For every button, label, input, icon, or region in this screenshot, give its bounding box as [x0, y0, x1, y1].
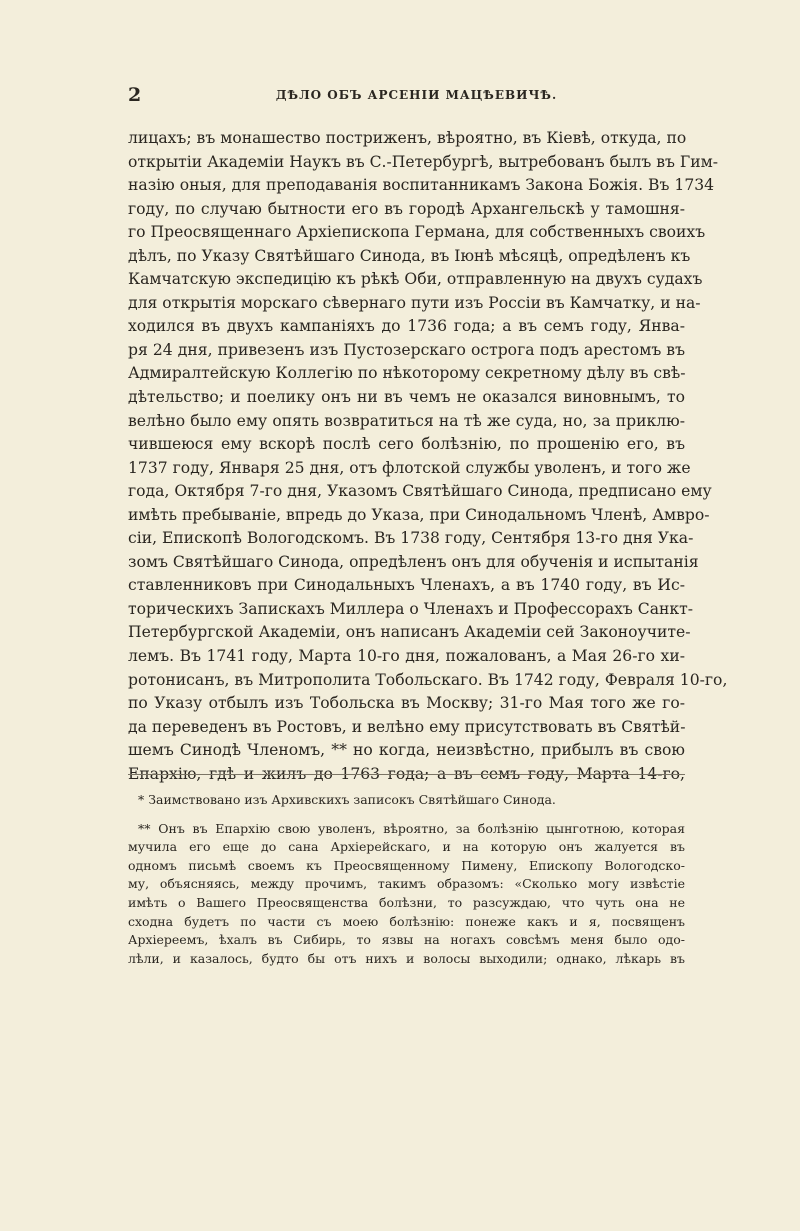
text-line: открытіи Академіи Наукъ въ С.-Петербургѣ, вытребованъ былъ въ Гим- — [128, 152, 718, 171]
text-line: 1737 году, Января 25 дня, отъ флотской службы уволенъ, и того же — [128, 458, 691, 477]
footnote-line: ** Онъ въ Епархію свою уволенъ, вѣроятно, за болѣзнію цынготною, которая — [138, 820, 685, 836]
text-line: зомъ Святѣйшаго Синода, опредѣленъ онъ для обученія и испытанія — [128, 552, 699, 571]
text-line: дѣлъ, по Указу Святѣйшаго Синода, въ Іюнѣ мѣсяцѣ, опредѣленъ къ — [128, 246, 691, 265]
text-line: го Преосвященнаго Архіепископа Германа, для собственныхъ своихъ — [128, 223, 706, 242]
text-line: торическихъ Запискахъ Миллера о Членахъ и Профессорахъ Санкт- — [128, 599, 694, 618]
text-line: году, по случаю бытности его въ городѣ Архангельскѣ у тамошня- — [128, 199, 685, 218]
text-line: велѣно было ему опять возвратиться на тѣ же суда, но, за приклю- — [128, 411, 685, 430]
footnote-line: Архіереемъ, ѣхалъ въ Сибирь, то язвы на ногахъ совсѣмъ меня было одо- — [128, 932, 685, 948]
text-line: лицахъ; въ монашество постриженъ, вѣроятно, въ Кіевѣ, откуда, по — [128, 129, 687, 147]
text-line: ходился въ двухъ кампаніяхъ до 1736 года; а въ семъ году, Янва- — [128, 317, 685, 336]
text-line: назію оныя, для преподаванія воспитанникамъ Закона Божія. Въ 1734 — [128, 176, 715, 195]
footnote-1 — [128, 791, 685, 810]
text-line: ставленниковъ при Синодальныхъ Членахъ, а въ 1740 году, въ Ис- — [128, 576, 685, 595]
page-number: 2 — [128, 84, 142, 106]
footnote-divider — [128, 774, 685, 775]
text-line: года, Октября 7-го дня, Указомъ Святѣйшаго Синода, предписано ему — [128, 482, 712, 501]
running-title: ДѢЛО ОБЪ АРСЕНІИ МАЦѢЕВИЧѢ. — [275, 88, 558, 102]
footnote-2 — [128, 820, 685, 969]
text-line: ря 24 дня, привезенъ изъ Пустозерскаго острога подъ арестомъ въ — [128, 340, 685, 359]
text-line: чившеюся ему вскорѣ послѣ сего болѣзнію, по прошенію его, въ — [128, 435, 685, 454]
footnotes — [128, 791, 685, 968]
text-line: шемъ Синодѣ Членомъ, ** но когда, неизвѣстно, прибылъ въ свою — [128, 741, 685, 760]
text-line: по Указу отбылъ изъ Тобольска въ Москву; 31-го Мая того же го- — [128, 694, 685, 713]
text-line: Камчатскую экспедицію къ рѣкѣ Оби, отправленную на двухъ судахъ — [128, 270, 703, 289]
main-text — [128, 127, 728, 786]
text-line: имѣть пребываніе, впредь до Указа, при Синодальномъ Членѣ, Амвро- — [128, 505, 710, 524]
text-line: сіи, Епископѣ Вологодскомъ. Въ 1738 году, Сентября 13-го дня Ука- — [128, 529, 694, 548]
text-line: да переведенъ въ Ростовъ, и велѣно ему присутствовать въ Святѣй- — [128, 717, 686, 736]
footnote-line: имѣть о Вашего Преосвященства болѣзни, то разсуждаю, что чуть она не — [128, 894, 685, 910]
footnote-line: * Заимствовано изъ Архивскихъ записокъ Святѣйшаго Синода. — [138, 792, 556, 807]
text-line: Петербургской Академіи, онъ написанъ Академіи сей Законоучите- — [128, 623, 691, 642]
footnote-line: мучила его еще до сана Архіерейскаго, и на которую онъ жалуется въ — [128, 839, 685, 855]
footnote-line: одномъ письмѣ своемъ къ Преосвященному Пимену, Епископу Вологодско- — [128, 857, 685, 873]
footnote-line: сходна будетъ по части съ моею болѣзнію: понеже какъ и я, посвященъ — [128, 913, 685, 929]
footnote-line: му, объясняясь, между прочимъ, такимъ образомъ: «Сколько могу извѣстіе — [128, 876, 685, 892]
text-line: дѣтельство; и поелику онъ ни въ чемъ не оказался виновнымъ, то — [128, 388, 685, 407]
footnote-line: лѣли, и казалось, будто бы отъ нихъ и волосы выходили; однако, лѣкарь въ — [128, 950, 685, 966]
text-line: Адмиралтейскую Коллегію по нѣкоторому секретному дѣлу въ свѣ- — [128, 364, 686, 383]
text-line: ротонисанъ, въ Митрополита Тобольскаго. Въ 1742 году, Февраля 10-го, — [128, 670, 728, 689]
text-line: для открытія морскаго сѣвернаго пути изъ Россіи въ Камчатку, и на- — [128, 293, 701, 312]
text-line: лемъ. Въ 1741 году, Марта 10-го дня, пожалованъ, а Мая 26-го хи- — [128, 647, 685, 666]
page-header — [128, 84, 685, 106]
text-line: Епархію, гдѣ и жилъ до 1763 года; а въ семъ году, Марта 14-го, — [128, 764, 685, 783]
